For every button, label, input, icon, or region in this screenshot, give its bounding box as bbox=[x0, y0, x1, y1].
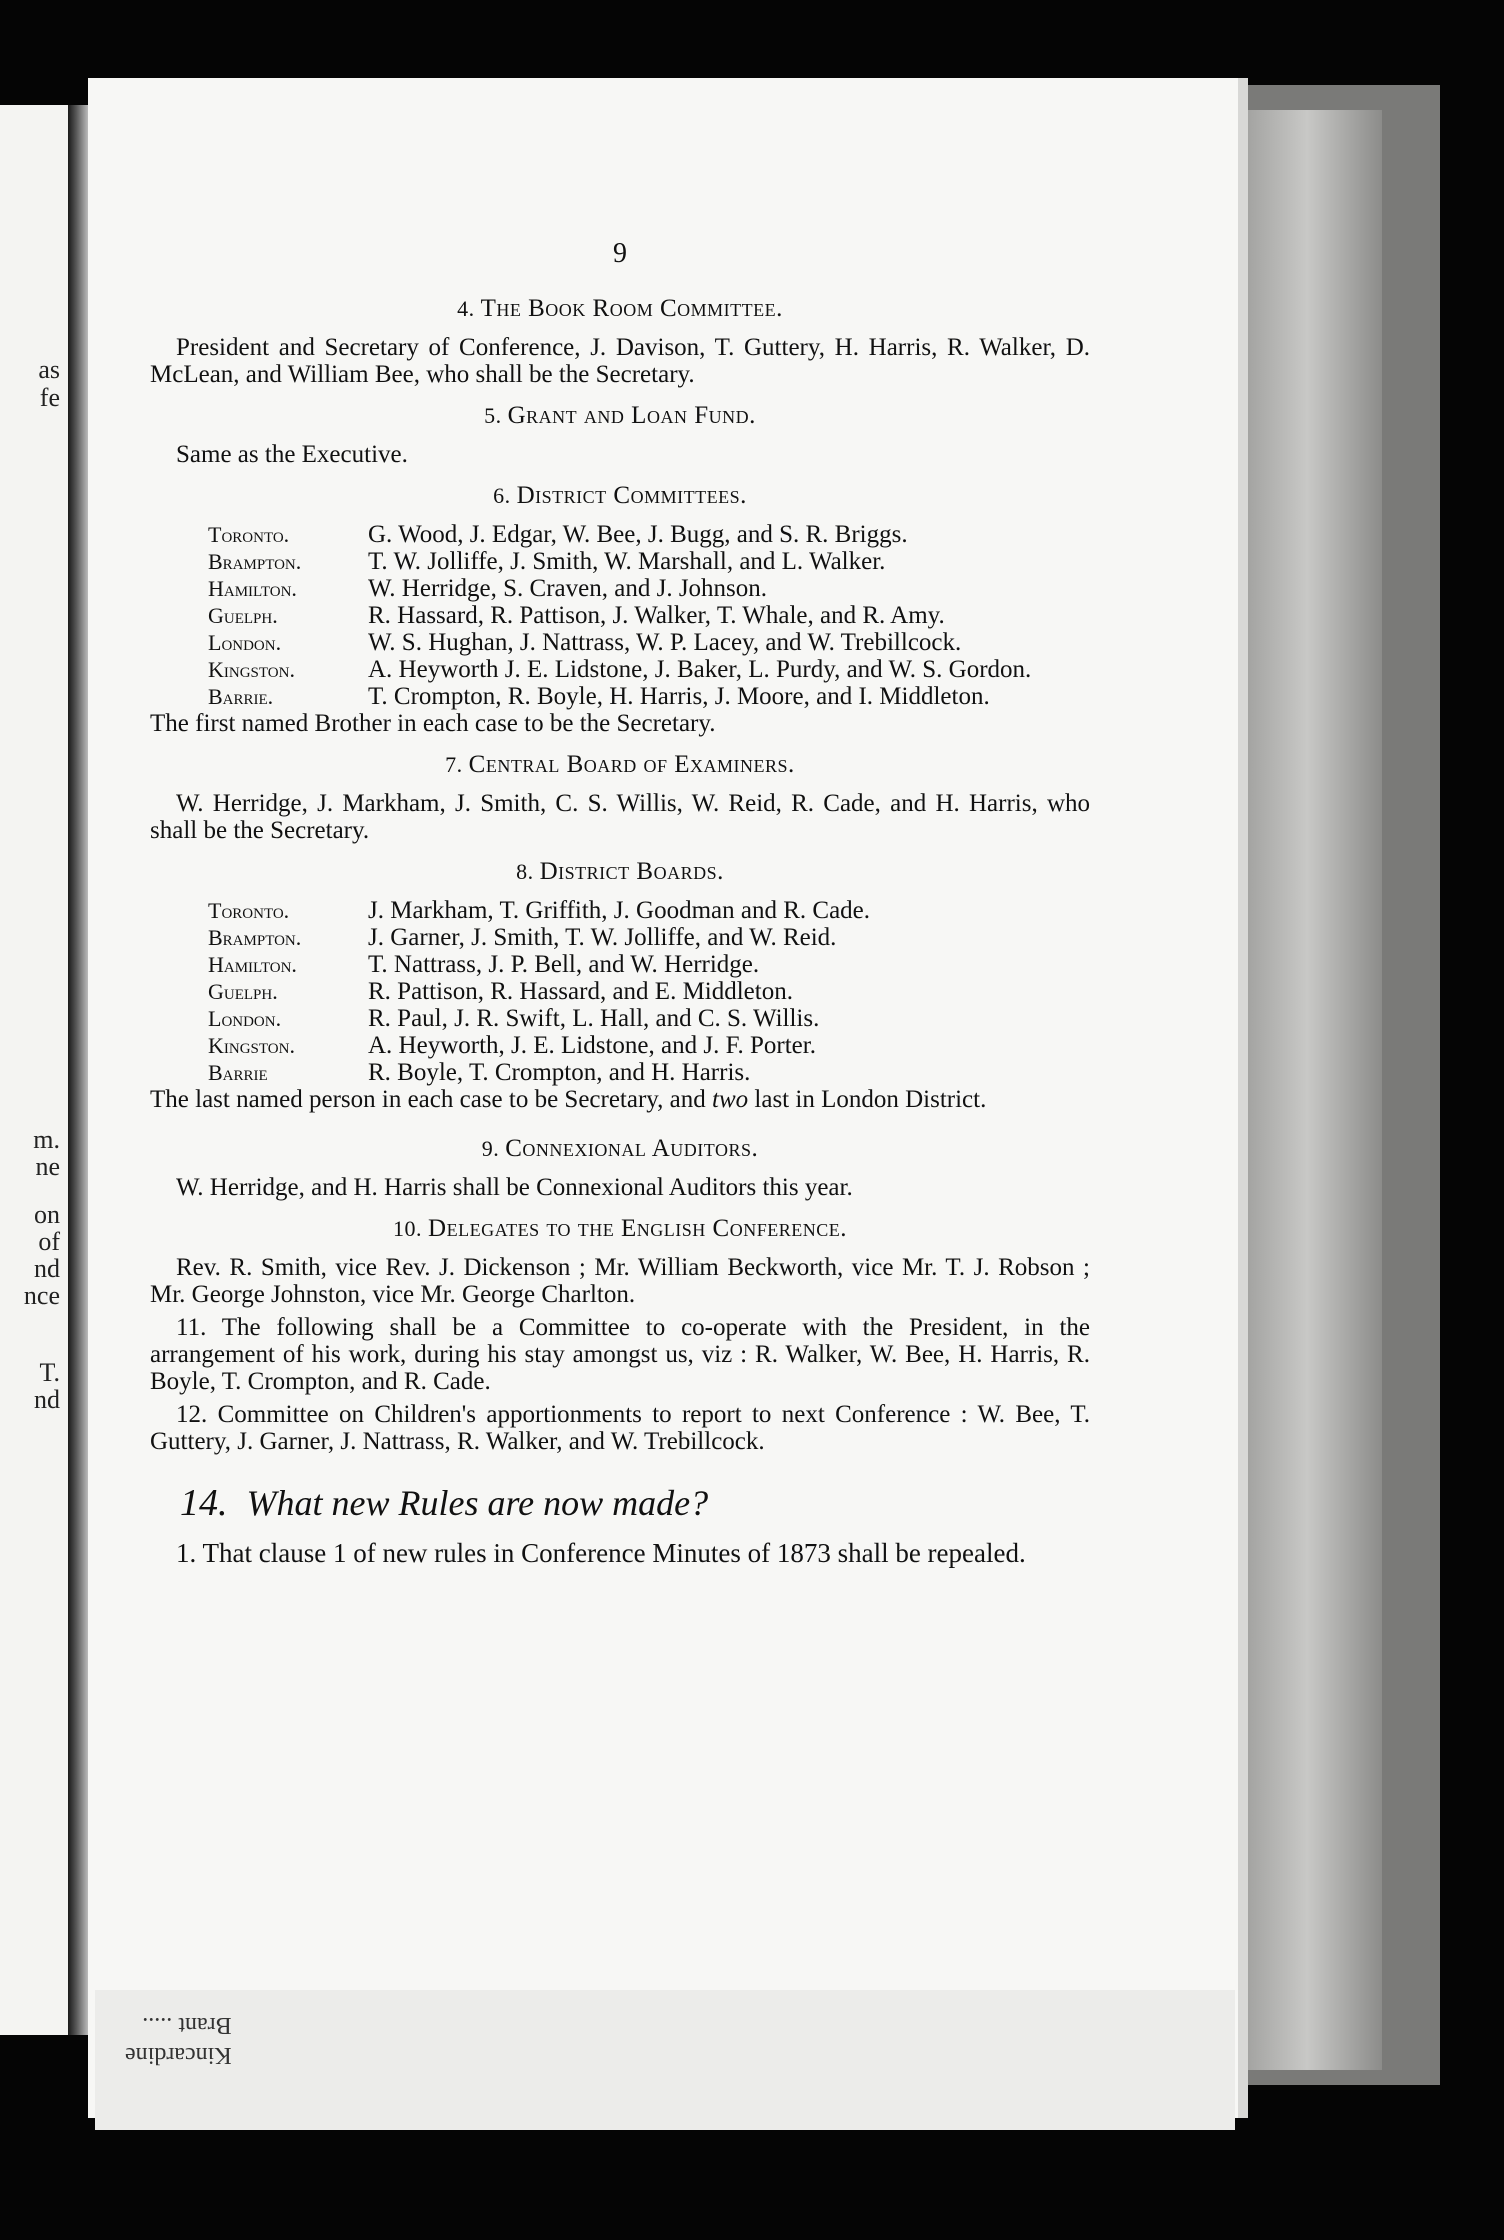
list-item: Kingston. A. Heyworth J. E. Lidstone, J. Baker, L. Purdy, and W. S. Gordon. bbox=[208, 656, 1032, 683]
left-page-edge bbox=[0, 105, 68, 2035]
section-title: District Boards. bbox=[539, 858, 724, 885]
mirrored-offset-text bbox=[125, 2010, 232, 2070]
section-title: Grant and Loan Fund. bbox=[507, 402, 756, 429]
left-fragment: nd bbox=[34, 1254, 60, 1283]
list-item: London. R. Paul, J. R. Swift, L. Hall, and C. S. Willis. bbox=[208, 1005, 820, 1032]
list-item: London. W. S. Hughan, J. Nattrass, W. P. Lacey, and W. Trebillcock. bbox=[208, 629, 962, 656]
left-fragment: T. bbox=[39, 1358, 60, 1387]
list-item: Kingston. A. Heyworth, J. E. Lidstone, and J. F. Porter. bbox=[208, 1032, 816, 1059]
item-12: 12. Committee on Children's apportionments to report to next Conference : W. Bee, T. Guttery, J. Garner, J. Nattrass, R. Walker, and W. Trebillcock. bbox=[150, 1401, 1090, 1455]
bottom-strip bbox=[95, 1990, 1235, 2130]
book-spine bbox=[68, 105, 88, 2035]
list-item: Hamilton. T. Nattrass, J. P. Bell, and W. Herridge. bbox=[208, 951, 760, 978]
section-heading: 9. Connexional Auditors. bbox=[481, 1135, 759, 1162]
section-text: W. Herridge, and H. Harris shall be Connexional Auditors this year. bbox=[176, 1174, 853, 1201]
left-fragment: nce bbox=[23, 1281, 60, 1310]
section-heading: 10. Delegates to the English Conference. bbox=[393, 1215, 847, 1242]
section-title: Delegates to the English Conference. bbox=[428, 1215, 847, 1242]
list-item: Toronto. J. Markham, T. Griffith, J. Goodman and R. Cade. bbox=[208, 897, 871, 924]
question-heading: 14. What new Rules are now made? bbox=[180, 1482, 709, 1524]
left-fragment: ne bbox=[35, 1152, 60, 1181]
item-11: 11. The following shall be a Committee to co-operate with the President, in the arrangement of his work, during his stay amongst us, viz : R. Walker, W. Bee, H. Harris, R. Boyle, T. Crompton, and R. Cade. bbox=[150, 1314, 1090, 1395]
section-note: The first named Brother in each case to be the Secretary. bbox=[150, 710, 716, 737]
list-item: Guelph. R. Hassard, R. Pattison, J. Walker, T. Whale, and R. Amy. bbox=[208, 602, 945, 629]
page-content bbox=[150, 240, 1090, 1570]
list-item: Brampton. T. W. Jolliffe, J. Smith, W. Marshall, and L. Walker. bbox=[208, 548, 886, 575]
section-note: The last named person in each case to be Secretary, and two last in London District. bbox=[150, 1086, 987, 1113]
section-heading: 8. District Boards. bbox=[516, 858, 724, 885]
left-fragment: nd bbox=[34, 1385, 60, 1414]
list-item: Brampton. J. Garner, J. Smith, T. W. Jolliffe, and W. Reid. bbox=[208, 924, 837, 951]
list-item: Guelph. R. Pattison, R. Hassard, and E. Middleton. bbox=[208, 978, 793, 1005]
section-text: W. Herridge, J. Markham, J. Smith, C. S. Willis, W. Reid, R. Cade, and H. Harris, who shall be the Secretary. bbox=[150, 790, 1090, 844]
section-text: Rev. R. Smith, vice Rev. J. Dickenson ; Mr. William Beckworth, vice Mr. T. J. Robson ; Mr. George Johnston, vice Mr. George Charlton. bbox=[150, 1254, 1090, 1308]
section-heading: 7. Central Board of Examiners. bbox=[445, 751, 795, 778]
left-fragment: as bbox=[38, 355, 60, 384]
section-text: Same as the Executive. bbox=[176, 441, 408, 468]
section-title: The Book Room Committee. bbox=[480, 295, 783, 322]
left-fragment: on bbox=[34, 1200, 60, 1229]
mirror-line: Kincardine bbox=[125, 2042, 232, 2068]
section-title: District Committees. bbox=[516, 482, 747, 509]
section-heading: 6. District Committees. bbox=[493, 482, 747, 509]
district-board-list bbox=[208, 897, 1090, 1086]
section-title: Central Board of Examiners. bbox=[468, 751, 795, 778]
district-committee-list bbox=[208, 521, 1090, 710]
list-item: Barrie R. Boyle, T. Crompton, and H. Harris. bbox=[208, 1059, 751, 1086]
page-stack bbox=[1232, 110, 1382, 2070]
section-heading: 5. Grant and Loan Fund. bbox=[484, 402, 756, 429]
mirror-line: Brant ..... bbox=[142, 2012, 232, 2038]
page-number: 9 bbox=[613, 238, 627, 269]
section-heading: 4. The Book Room Committee. bbox=[457, 295, 783, 322]
left-fragment: fe bbox=[39, 383, 60, 412]
list-item: Barrie. T. Crompton, R. Boyle, H. Harris, J. Moore, and I. Middleton. bbox=[208, 683, 990, 710]
rule-1: 1. That clause 1 of new rules in Conference Minutes of 1873 shall be repealed. bbox=[176, 1538, 1026, 1568]
list-item: Toronto. G. Wood, J. Edgar, W. Bee, J. Bugg, and S. R. Briggs. bbox=[208, 521, 908, 548]
section-text: President and Secretary of Conference, J. Davison, T. Guttery, H. Harris, R. Walker, D. McLean, and William Bee, who shall be the Secretary. bbox=[150, 334, 1090, 388]
section-title: Connexional Auditors. bbox=[505, 1135, 759, 1162]
left-fragment: m. bbox=[33, 1125, 60, 1154]
left-fragment: of bbox=[38, 1227, 60, 1256]
list-item: Hamilton. W. Herridge, S. Craven, and J. Johnson. bbox=[208, 575, 768, 602]
